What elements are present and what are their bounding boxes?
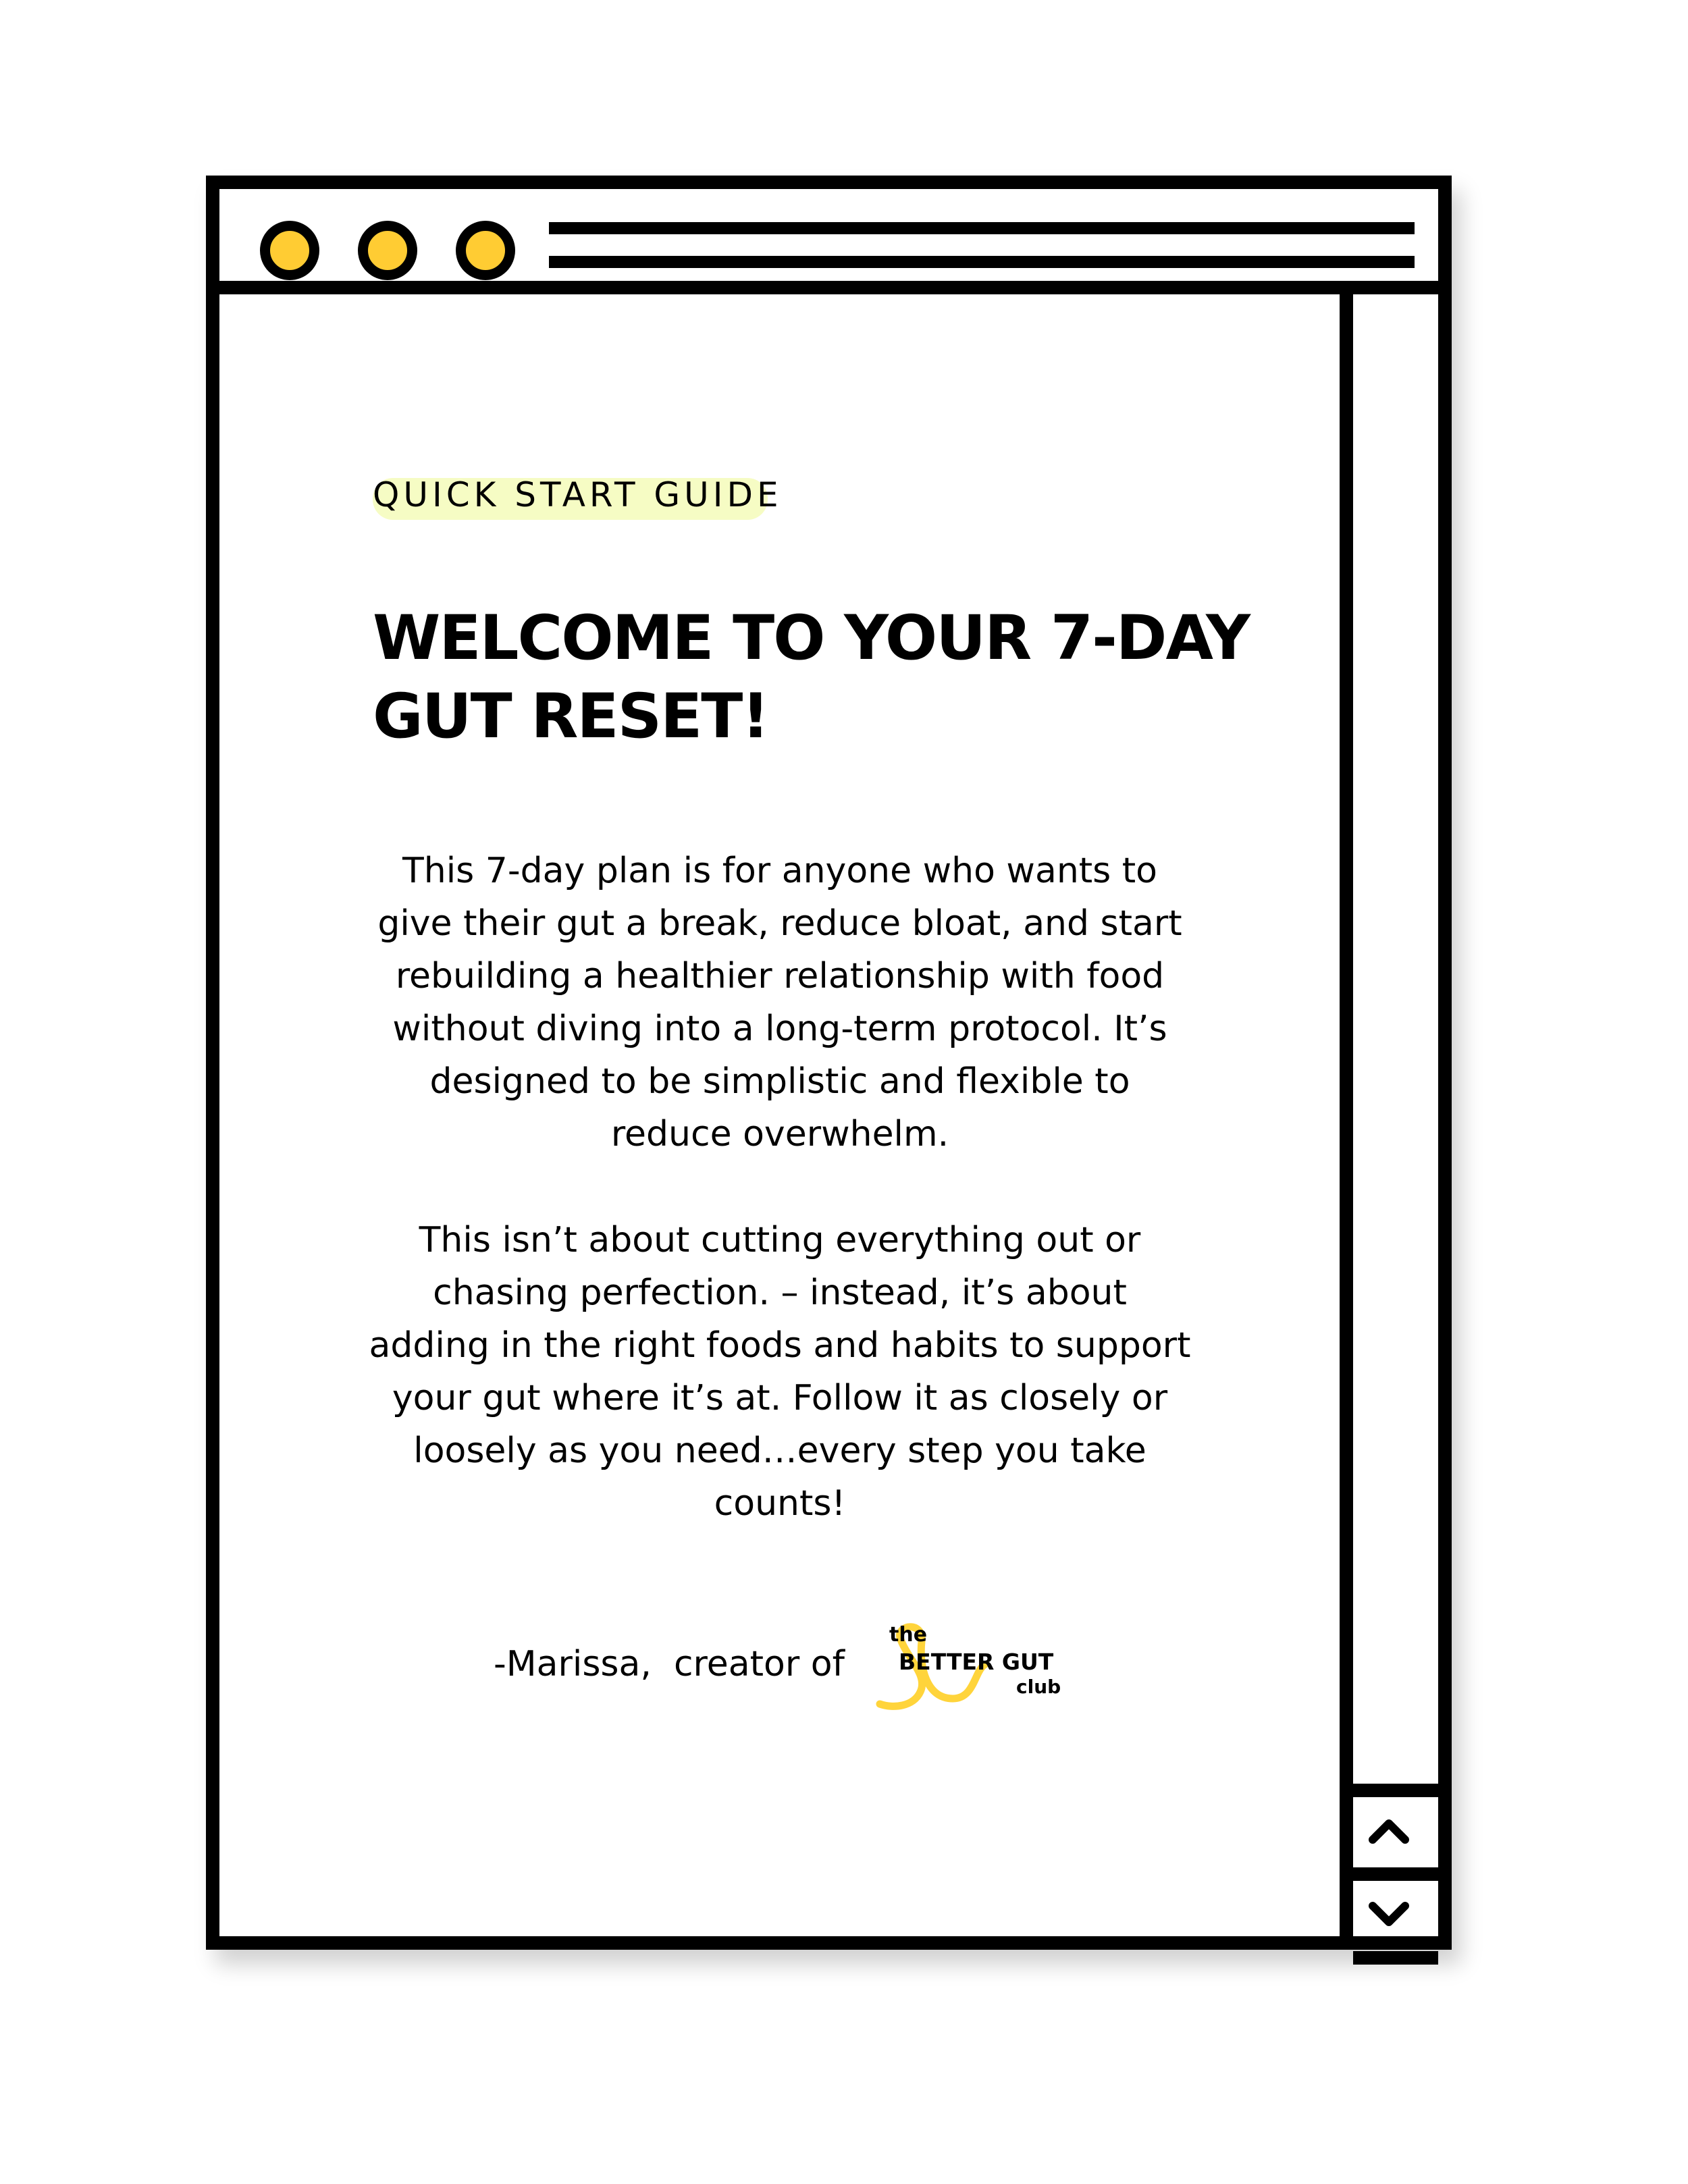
logo-club-text: club <box>1016 1676 1061 1698</box>
chevron-up-icon <box>1367 1809 1410 1852</box>
logo-name-text: BETTER GUT <box>899 1649 1054 1675</box>
approach-paragraph: This isn’t about cutting everything out or chasing perfection. – instead, it’s about adding in the right foods and habits to support your gut where it’s at. Follow it as closely or loosely as you need…every step you take counts! <box>369 1220 1191 1524</box>
scroll-up-button[interactable] <box>1353 1784 1438 1867</box>
signature: -Marissa, creator of <box>494 1644 845 1684</box>
scroll-down-button[interactable] <box>1353 1867 1438 1951</box>
guide-tag <box>373 471 783 518</box>
better-gut-club-logo <box>866 1618 1082 1719</box>
window-maximize-button[interactable] <box>456 221 515 280</box>
scrollbar-bottom-divider <box>1353 1951 1438 1965</box>
intro-paragraph: This 7-day plan is for anyone who wants to give their gut a break, reduce bloat, and start rebuilding a healthier relationship with food without diving into a long-term protocol. It’s designed to be simplistic and flexible to reduce overwhelm. <box>377 851 1182 1154</box>
page-content <box>219 294 1353 1936</box>
logo-the-text: the <box>889 1623 928 1647</box>
page-title: WELCOME TO YOUR 7-DAY GUT RESET! <box>373 603 1250 752</box>
address-bar-line <box>549 222 1415 234</box>
browser-window <box>206 176 1452 1950</box>
title-bar <box>219 189 1438 294</box>
scrollbar[interactable] <box>1340 294 1438 1936</box>
window-minimize-button[interactable] <box>358 221 417 280</box>
address-bar-line <box>549 256 1415 268</box>
window-close-button[interactable] <box>260 221 319 280</box>
guide-tag-text: QUICK START GUIDE <box>373 475 783 514</box>
chevron-down-icon <box>1367 1892 1410 1936</box>
